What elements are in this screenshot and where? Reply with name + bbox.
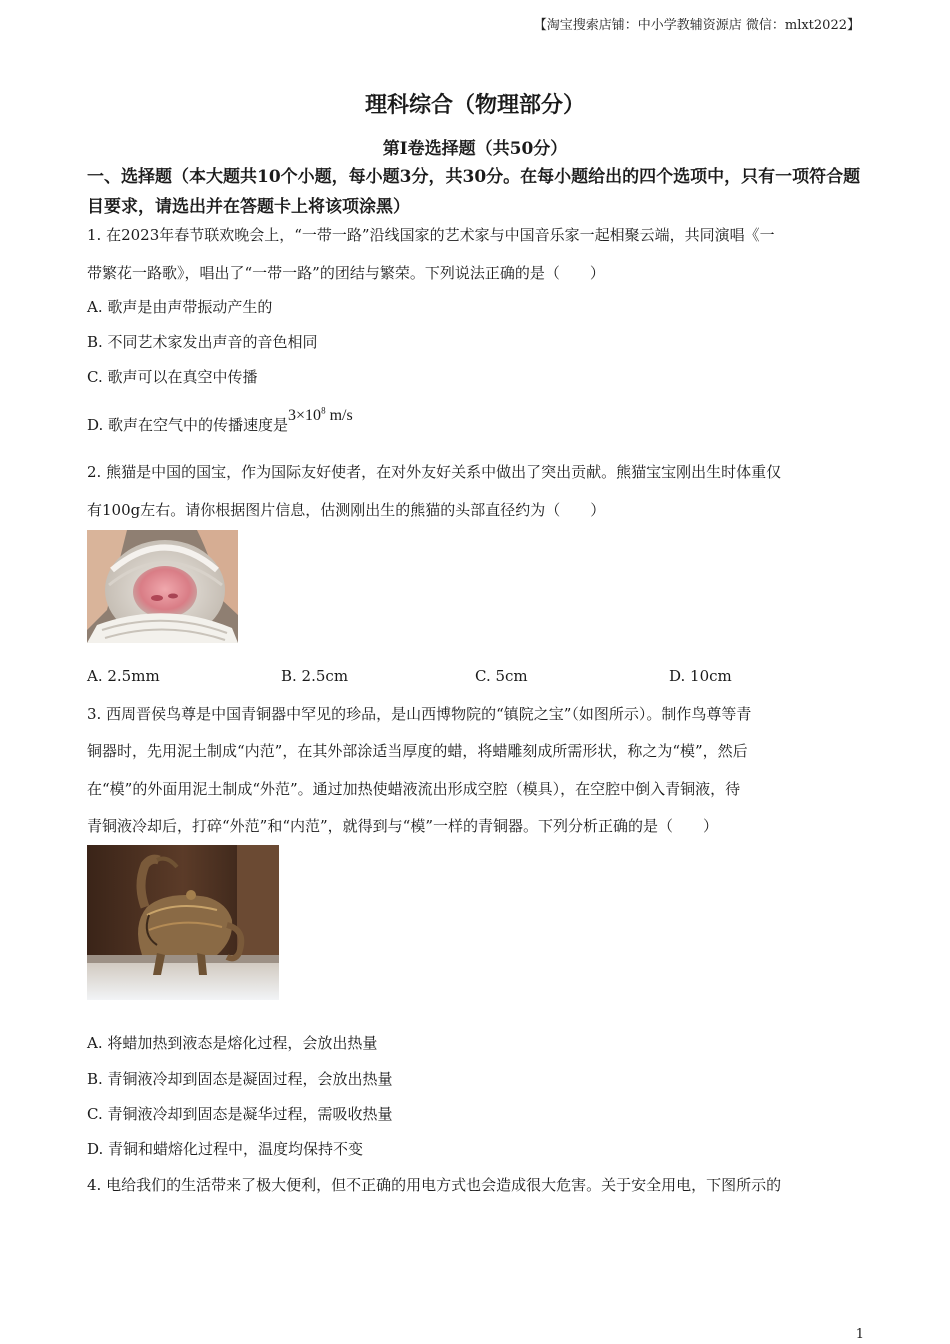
q3-option-a: A. 将蜡加热到液态是熔化过程，会放出热量 xyxy=(87,1034,378,1052)
bronze-bird-vessel-photo xyxy=(87,845,279,1000)
q2-stem-line1: 2. 熊猫是中国的国宝，作为国际友好使者，在对外友好关系中做出了突出贡献。熊猫宝宝刚出生时体重仅 xyxy=(87,463,782,481)
q1-stem-line2: 带繁花一路歌》，唱出了“一带一路”的团结与繁荣。下列说法正确的是（ ） xyxy=(87,264,605,282)
part-subtitle: 第I卷选择题（共50分） xyxy=(382,139,568,159)
q1-option-b: B. 不同艺术家发出声音的音色相同 xyxy=(87,333,318,351)
speed-unit: m/s xyxy=(325,407,353,424)
q1-option-c: C. 歌声可以在真空中传播 xyxy=(87,368,258,386)
page-title: 理科综合（物理部分） xyxy=(364,92,585,118)
q2-stem-line2: 有100g左右。请你根据图片信息，估测刚出生的熊猫的头部直径约为（ ） xyxy=(87,501,606,519)
q1-option-a: A. 歌声是由声带振动产生的 xyxy=(87,298,273,316)
q3-stem-line3: 在“模”的外面用泥土制成“外范”。通过加热使蜡液流出形成空腔（模具），在空腔中倒入青铜液，待 xyxy=(87,780,741,798)
q2-option-d: D. 10cm xyxy=(669,667,732,685)
q2-option-b: B. 2.5cm xyxy=(281,667,349,685)
speed-coefficient: 3×10 xyxy=(288,407,322,424)
q1-option-d xyxy=(87,405,353,435)
q4-stem-line1: 4. 电给我们的生活带来了极大便利，但不正确的用电方式也会造成很大危害。关于安全用电，下图所示的 xyxy=(87,1176,782,1194)
q3-option-c: C. 青铜液冷却到固态是凝华过程，需吸收热量 xyxy=(87,1105,393,1123)
speed-exponent: 8 xyxy=(321,405,326,416)
page-number: 1 xyxy=(855,1327,864,1342)
q1-option-d-text: D. 歌声在空气中的传播速度是 xyxy=(87,416,289,434)
q2-option-c: C. 5cm xyxy=(475,667,528,685)
q3-stem-line2: 铜器时，先用泥土制成“内范”，在其外部涂适当厚度的蜡，将蜡雕刻成所需形状，称之为“模”，然后 xyxy=(87,742,748,760)
q3-stem-line4: 青铜液冷却后，打碎“外范”和“内范”，就得到与“模”一样的青铜器。下列分析正确的是（ ） xyxy=(87,817,719,835)
q1-stem-line1: 1. 在2023年春节联欢晚会上，“一带一路”沿线国家的艺术家与中国音乐家一起相聚云端，共同演唱《一 xyxy=(87,226,775,244)
q3-option-b: B. 青铜液冷却到固态是凝固过程，会放出热量 xyxy=(87,1070,393,1088)
q2-option-a: A. 2.5mm xyxy=(87,667,160,685)
shop-watermark: 【淘宝搜索店铺：中小学教辅资源店 微信：mlxt2022】 xyxy=(533,18,860,33)
q3-option-d: D. 青铜和蜡熔化过程中，温度均保持不变 xyxy=(87,1140,364,1158)
baby-panda-photo xyxy=(87,530,238,643)
section-heading: 一、选择题（本大题共10个小题，每小题3分，共30分。在每小题给出的四个选项中，只有一项符合题目要求，请选出并在答题卡上将该项涂黑） xyxy=(87,167,861,217)
q3-stem-line1: 3. 西周晋侯鸟尊是中国青铜器中罕见的珍品，是山西博物院的“镇院之宝”（如图所示）。制作鸟尊等青 xyxy=(87,705,752,723)
q1-option-d-speed xyxy=(288,407,353,424)
